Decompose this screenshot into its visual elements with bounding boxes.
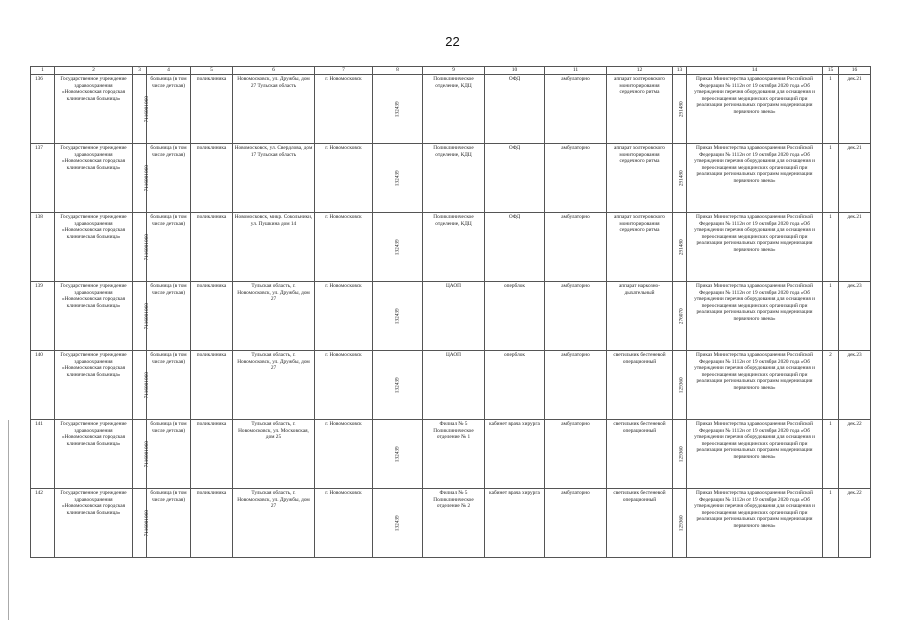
address: Новомосковск, ул. Свердлова, дом 17 Тульская область bbox=[233, 144, 315, 213]
legal-order: Приказ Министерства здравоохранения Российской Федерации № 1112н от 19 октября 2020 года «Об утверждении перечня оборудования для оснащения и переоснащения медицинских организаций при реализации региональных программ модернизации первичного звена» bbox=[687, 144, 823, 213]
oktmo-code bbox=[373, 213, 423, 282]
legal-order: Приказ Министерства здравоохранения Российской Федерации № 1112н от 19 октября 2020 года «Об утверждении перечня оборудования для оснащения и переоснащения медицинских организаций при реализации региональных программ модернизации первичного звена» bbox=[687, 213, 823, 282]
equipment-code bbox=[673, 75, 687, 144]
unit-type: поликлиника bbox=[191, 75, 233, 144]
organization-name: Государственное учреждение здравоохранения «Новомосковская городская клиническая больница» bbox=[55, 489, 133, 558]
address: Тульская область, г. Новомосковск, ул. Дружбы, дом 27 bbox=[233, 351, 315, 420]
inn-code bbox=[133, 282, 150, 351]
unit-type: поликлиника bbox=[191, 420, 233, 489]
row-number: 141 bbox=[31, 420, 55, 489]
equipment-code-text: 129360 bbox=[678, 377, 685, 393]
table-row bbox=[31, 489, 871, 558]
department: Филиал № 5 Поликлиническое отделение № 1 bbox=[423, 420, 485, 489]
equipment-code bbox=[673, 144, 687, 213]
department: Поликлиническое отделение, КДЦ bbox=[423, 75, 485, 144]
oktmo-code-text: 132439 bbox=[394, 515, 401, 531]
care-form: амбулаторно bbox=[545, 489, 607, 558]
oktmo-code-text: 132439 bbox=[394, 308, 401, 324]
column-number: 15 bbox=[823, 67, 839, 75]
quantity: 1 bbox=[823, 282, 839, 351]
quantity: 2 bbox=[823, 351, 839, 420]
column-number: 6 bbox=[233, 67, 315, 75]
organization-type: больница (в том числе детская) bbox=[147, 213, 191, 282]
oktmo-code-text: 132439 bbox=[394, 446, 401, 462]
profile: оперблок bbox=[485, 282, 545, 351]
inn-code-text: 7116001060 bbox=[143, 233, 150, 261]
column-number: 8 bbox=[373, 67, 423, 75]
inn-code-text: 7116001060 bbox=[143, 440, 150, 468]
equipment-code-text: 291480 bbox=[678, 239, 685, 255]
equipment-code-text: 291480 bbox=[678, 101, 685, 117]
oktmo-code bbox=[373, 489, 423, 558]
equipment-code bbox=[673, 351, 687, 420]
equipment-code bbox=[673, 489, 687, 558]
city: г. Новомосковск bbox=[315, 144, 373, 213]
table-row bbox=[31, 75, 871, 144]
address: Тульская область, г. Новомосковск, ул. Дружбы, дом 27 bbox=[233, 282, 315, 351]
equipment-name: светильник бестеневой операционный bbox=[607, 351, 673, 420]
column-number: 9 bbox=[423, 67, 485, 75]
oktmo-code-text: 132439 bbox=[394, 170, 401, 186]
delivery-date: дек.21 bbox=[839, 213, 871, 282]
page-number: 22 bbox=[445, 34, 460, 49]
address: Тульская область, г. Новомосковск, ул. Московская, дом 25 bbox=[233, 420, 315, 489]
column-number: 12 bbox=[607, 67, 673, 75]
inn-code-text: 7116001060 bbox=[143, 302, 150, 330]
organization-type: больница (в том числе детская) bbox=[147, 75, 191, 144]
city: г. Новомосковск bbox=[315, 489, 373, 558]
column-number: 2 bbox=[55, 67, 133, 75]
address: Тульская область, г. Новомосковск, ул. Дружбы, дом 27 bbox=[233, 489, 315, 558]
quantity: 1 bbox=[823, 213, 839, 282]
equipment-code bbox=[673, 213, 687, 282]
organization-name: Государственное учреждение здравоохранения «Новомосковская городская клиническая больница» bbox=[55, 351, 133, 420]
organization-type: больница (в том числе детская) bbox=[147, 144, 191, 213]
equipment-code-text: 291480 bbox=[678, 170, 685, 186]
care-form: амбулаторно bbox=[545, 213, 607, 282]
column-number: 4 bbox=[147, 67, 191, 75]
organization-name: Государственное учреждение здравоохранения «Новомосковская городская клиническая больница» bbox=[55, 144, 133, 213]
oktmo-code bbox=[373, 351, 423, 420]
department: Поликлиническое отделение, КДЦ bbox=[423, 213, 485, 282]
table-row bbox=[31, 351, 871, 420]
table-row bbox=[31, 420, 871, 489]
inn-code-text: 7116001060 bbox=[143, 95, 150, 123]
inn-code bbox=[133, 75, 150, 144]
column-number: 7 bbox=[315, 67, 373, 75]
column-number: 16 bbox=[839, 67, 871, 75]
delivery-date: дек.23 bbox=[839, 282, 871, 351]
profile: кабинет врача хирурга bbox=[485, 489, 545, 558]
equipment-name: аппарат наркозно-дыхательный bbox=[607, 282, 673, 351]
column-number-row bbox=[31, 67, 871, 75]
equipment-name: светильник бестеневой операционный bbox=[607, 489, 673, 558]
quantity: 1 bbox=[823, 75, 839, 144]
address: Новомосковск, ул. Дружбы, дом 27 Тульская область bbox=[233, 75, 315, 144]
organization-type: больница (в том числе детская) bbox=[147, 489, 191, 558]
city: г. Новомосковск bbox=[315, 75, 373, 144]
column-number: 1 bbox=[31, 67, 55, 75]
unit-type: поликлиника bbox=[191, 489, 233, 558]
legal-order: Приказ Министерства здравоохранения Российской Федерации № 1112н от 19 октября 2020 года «Об утверждении перечня оборудования для оснащения и переоснащения медицинских организаций при реализации региональных программ модернизации первичного звена» bbox=[687, 489, 823, 558]
delivery-date: дек.21 bbox=[839, 75, 871, 144]
organization-type: больница (в том числе детская) bbox=[147, 282, 191, 351]
city: г. Новомосковск bbox=[315, 351, 373, 420]
table-row bbox=[31, 144, 871, 213]
organization-name: Государственное учреждение здравоохранения «Новомосковская городская клиническая больница» bbox=[55, 75, 133, 144]
legal-order: Приказ Министерства здравоохранения Российской Федерации № 1112н от 19 октября 2020 года «Об утверждении перечня оборудования для оснащения и переоснащения медицинских организаций при реализации региональных программ модернизации первичного звена» bbox=[687, 351, 823, 420]
column-number: 5 bbox=[191, 67, 233, 75]
quantity: 1 bbox=[823, 144, 839, 213]
equipment-table bbox=[30, 66, 871, 558]
legal-order: Приказ Министерства здравоохранения Российской Федерации № 1112н от 19 октября 2020 года «Об утверждении перечня оборудования для оснащения и переоснащения медицинских организаций при реализации региональных программ модернизации первичного звена» bbox=[687, 75, 823, 144]
unit-type: поликлиника bbox=[191, 144, 233, 213]
inn-code-text: 7116001060 bbox=[143, 509, 150, 537]
address: Новомосковск, микр. Сокольники, ул. Пушкина дом 14 bbox=[233, 213, 315, 282]
profile: кабинет врача хирурга bbox=[485, 420, 545, 489]
row-number: 142 bbox=[31, 489, 55, 558]
column-number: 10 bbox=[485, 67, 545, 75]
column-number: 11 bbox=[545, 67, 607, 75]
city: г. Новомосковск bbox=[315, 213, 373, 282]
oktmo-code-text: 132439 bbox=[394, 101, 401, 117]
profile: ОФД bbox=[485, 213, 545, 282]
legal-order: Приказ Министерства здравоохранения Российской Федерации № 1112н от 19 октября 2020 года «Об утверждении перечня оборудования для оснащения и переоснащения медицинских организаций при реализации региональных программ модернизации первичного звена» bbox=[687, 282, 823, 351]
care-form: амбулаторно bbox=[545, 144, 607, 213]
oktmo-code-text: 132439 bbox=[394, 239, 401, 255]
organization-type: больница (в том числе детская) bbox=[147, 351, 191, 420]
delivery-date: дек.22 bbox=[839, 489, 871, 558]
quantity: 1 bbox=[823, 489, 839, 558]
unit-type: поликлиника bbox=[191, 213, 233, 282]
inn-code bbox=[133, 144, 150, 213]
row-number: 138 bbox=[31, 213, 55, 282]
column-number: 3 bbox=[133, 67, 147, 75]
care-form: амбулаторно bbox=[545, 75, 607, 144]
margin-line bbox=[8, 420, 10, 620]
equipment-code bbox=[673, 282, 687, 351]
inn-code-text: 7116001060 bbox=[143, 371, 150, 399]
department: Поликлиническое отделение, КДЦ bbox=[423, 144, 485, 213]
care-form: амбулаторно bbox=[545, 282, 607, 351]
care-form: амбулаторно bbox=[545, 420, 607, 489]
delivery-date: дек.23 bbox=[839, 351, 871, 420]
department: Филиал № 5 Поликлиническое отделение № 2 bbox=[423, 489, 485, 558]
row-number: 140 bbox=[31, 351, 55, 420]
oktmo-code bbox=[373, 144, 423, 213]
inn-code bbox=[133, 489, 150, 558]
department: ЦАОП bbox=[423, 351, 485, 420]
quantity: 1 bbox=[823, 420, 839, 489]
city: г. Новомосковск bbox=[315, 420, 373, 489]
organization-type: больница (в том числе детская) bbox=[147, 420, 191, 489]
equipment-code bbox=[673, 420, 687, 489]
oktmo-code bbox=[373, 282, 423, 351]
column-number: 14 bbox=[687, 67, 823, 75]
inn-code bbox=[133, 351, 150, 420]
organization-name: Государственное учреждение здравоохранения «Новомосковская городская клиническая больница» bbox=[55, 282, 133, 351]
care-form: амбулаторно bbox=[545, 351, 607, 420]
legal-order: Приказ Министерства здравоохранения Российской Федерации № 1112н от 19 октября 2020 года «Об утверждении перечня оборудования для оснащения и переоснащения медицинских организаций при реализации региональных программ модернизации первичного звена» bbox=[687, 420, 823, 489]
equipment-name: аппарат холтеровского мониторирования сердечного ритма bbox=[607, 75, 673, 144]
row-number: 137 bbox=[31, 144, 55, 213]
profile: ОФД bbox=[485, 144, 545, 213]
table-body bbox=[31, 67, 871, 558]
city: г. Новомосковск bbox=[315, 282, 373, 351]
oktmo-code bbox=[373, 420, 423, 489]
equipment-name: аппарат холтеровского мониторирования сердечного ритма bbox=[607, 144, 673, 213]
table-row bbox=[31, 282, 871, 351]
column-number: 13 bbox=[673, 67, 687, 75]
unit-type: поликлиника bbox=[191, 282, 233, 351]
equipment-code-text: 129360 bbox=[678, 446, 685, 462]
equipment-name: аппарат холтеровского мониторирования сердечного ритма bbox=[607, 213, 673, 282]
department: ЦАОП bbox=[423, 282, 485, 351]
unit-type: поликлиника bbox=[191, 351, 233, 420]
profile: оперблок bbox=[485, 351, 545, 420]
table-row bbox=[31, 213, 871, 282]
organization-name: Государственное учреждение здравоохранения «Новомосковская городская клиническая больница» bbox=[55, 420, 133, 489]
oktmo-code-text: 132439 bbox=[394, 377, 401, 393]
inn-code bbox=[133, 420, 150, 489]
oktmo-code bbox=[373, 75, 423, 144]
profile: ОФД bbox=[485, 75, 545, 144]
delivery-date: дек.21 bbox=[839, 144, 871, 213]
organization-name: Государственное учреждение здравоохранения «Новомосковская городская клиническая больница» bbox=[55, 213, 133, 282]
inn-code bbox=[133, 213, 150, 282]
equipment-code-text: 129360 bbox=[678, 515, 685, 531]
row-number: 139 bbox=[31, 282, 55, 351]
inn-code-text: 7116001060 bbox=[143, 164, 150, 192]
equipment-name: светильник бестеневой операционный bbox=[607, 420, 673, 489]
equipment-code-text: 276070 bbox=[678, 308, 685, 324]
delivery-date: дек.22 bbox=[839, 420, 871, 489]
row-number: 136 bbox=[31, 75, 55, 144]
